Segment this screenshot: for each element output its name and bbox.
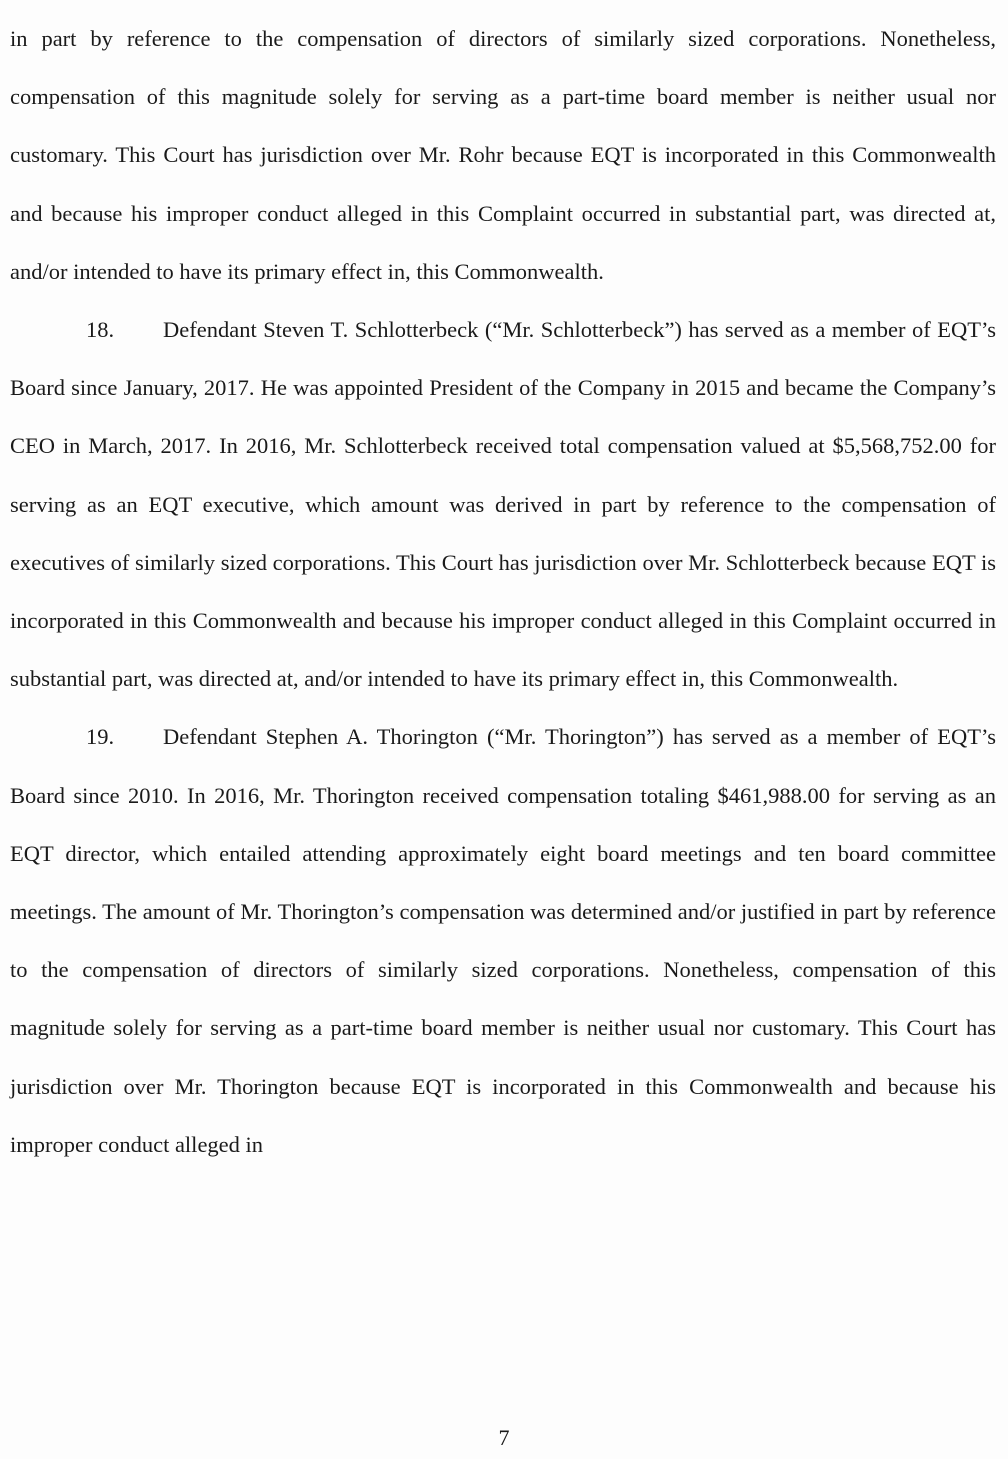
paragraph-text: in part by reference to the compensation of directors of similarly sized corporations. Nonetheless, compensation of this magnitude solely for serving as a part-time board member is neither usual nor customary. This Court has jurisdiction over Mr. Rohr because EQT is incorporated in this Commonwealth and because his improper conduct alleged in this Complaint occurred in substantial part, was directed at, and/or intended to have its primary effect in, this Commonwealth. xyxy=(10,26,996,284)
body-text xyxy=(10,10,996,1174)
paragraph-19 xyxy=(10,708,996,1174)
paragraph-number: 19. xyxy=(86,724,115,750)
paragraph-continued xyxy=(10,10,996,301)
paragraph-text: Defendant Steven T. Schlotterbeck (“Mr. Schlotterbeck”) has served as a member of EQT’s Board since January, 2017. He was appointed President of the Company in 2015 and became the Company’s CEO in March, 2017. In 2016, Mr. Schlotterbeck received total compensation valued at $5,568,752.00 for serving as an EQT executive, which amount was derived in part by reference to the compensation of executives of similarly sized corporations. This Court has jurisdiction over Mr. Schlotterbeck because EQT is incorporated in this Commonwealth and because his improper conduct alleged in this Complaint occurred in substantial part, was directed at, and/or intended to have its primary effect in, this Commonwealth. xyxy=(10,317,996,692)
paragraph-18 xyxy=(10,301,996,708)
paragraph-number: 18. xyxy=(86,317,115,343)
page-number: 7 xyxy=(498,1425,510,1450)
paragraph-text: Defendant Stephen A. Thorington (“Mr. Thorington”) has served as a member of EQT’s Board since 2010. In 2016, Mr. Thorington received compensation totaling $461,988.00 for serving as an EQT director, which entailed attending approximately eight board meetings and ten board committee meetings. The amount of Mr. Thorington’s compensation was determined and/or justified in part by reference to the compensation of directors of similarly sized corporations. Nonetheless, compensation of this magnitude solely for serving as a part-time board member is neither usual nor customary. This Court has jurisdiction over Mr. Thorington because EQT is incorporated in this Commonwealth and because his improper conduct alleged in xyxy=(10,724,996,1157)
